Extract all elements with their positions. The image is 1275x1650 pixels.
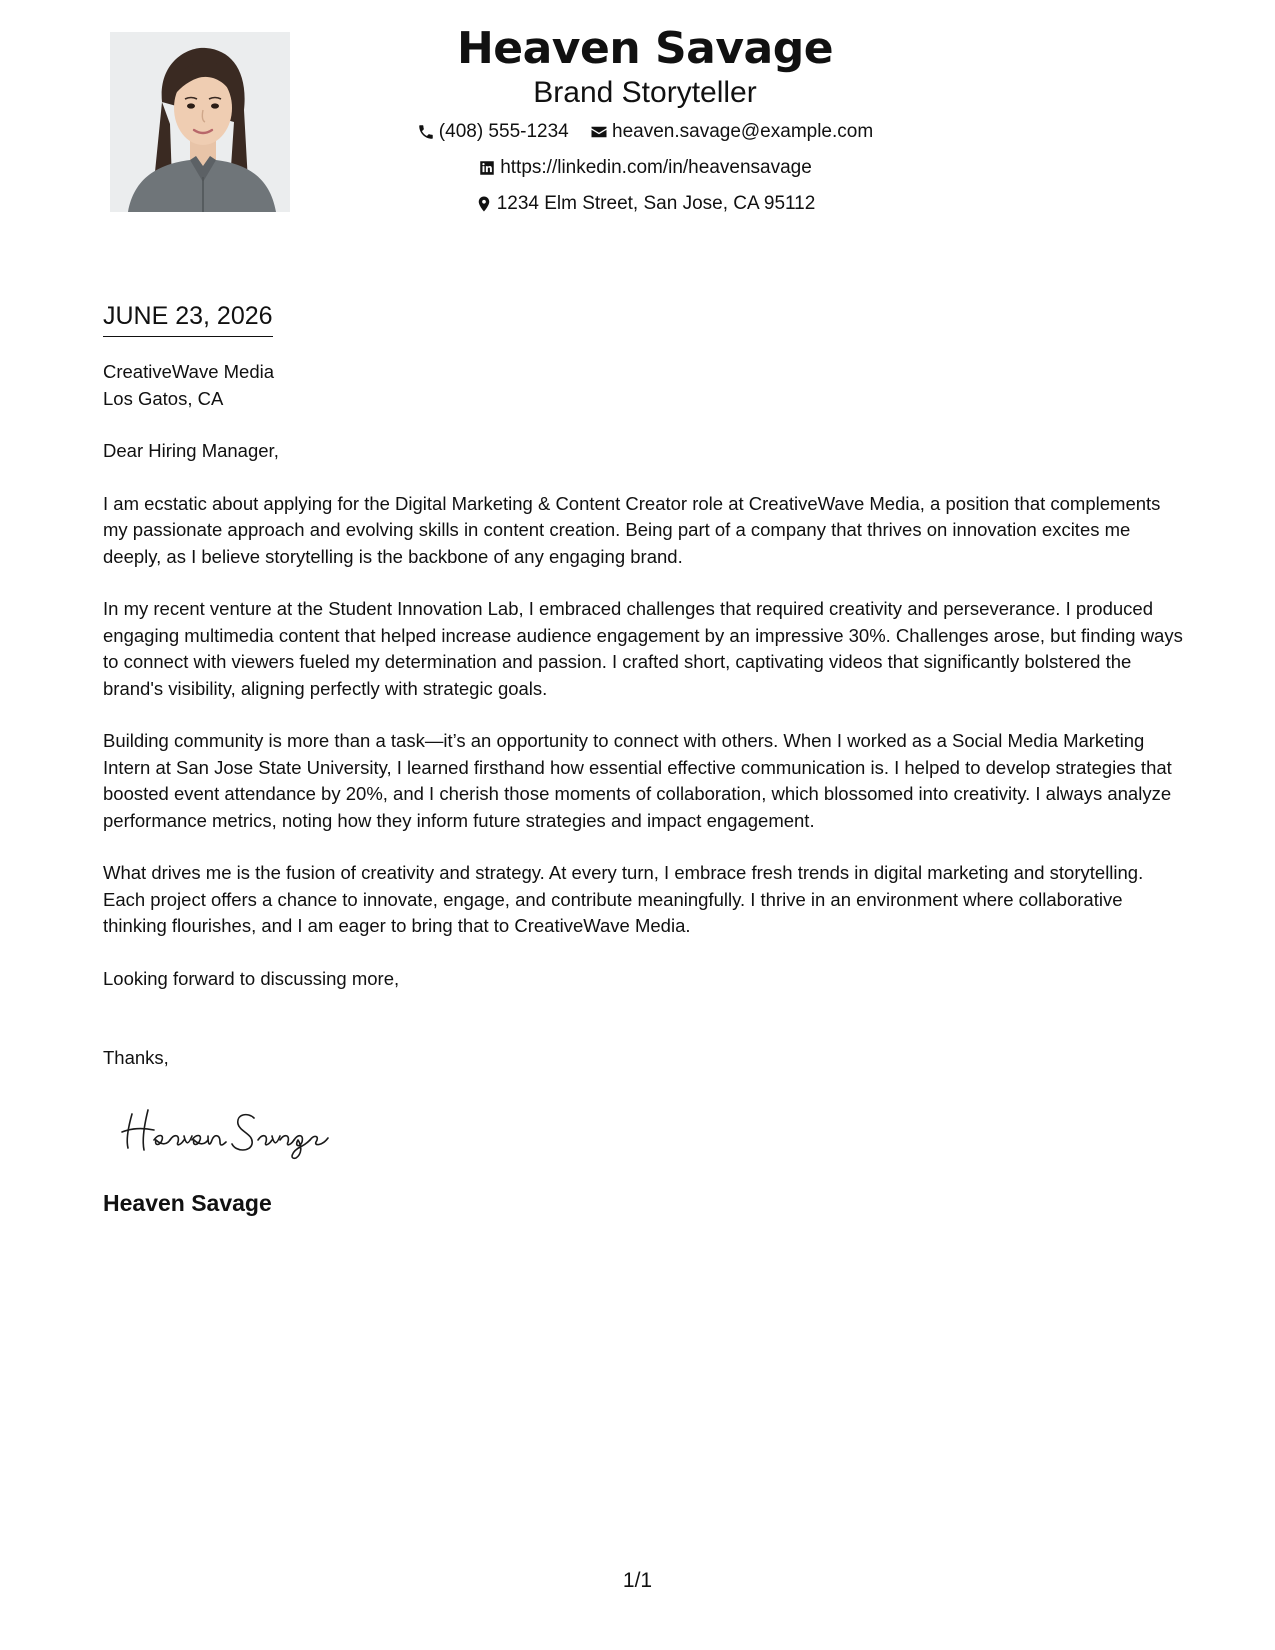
recipient-company: CreativeWave Media bbox=[103, 361, 275, 382]
closing-thanks: Thanks, bbox=[103, 1047, 169, 1068]
letter-header bbox=[0, 22, 1275, 224]
contact-line-linkedin bbox=[0, 152, 1275, 188]
closing-line: Looking forward to discussing more, bbox=[103, 967, 400, 989]
address-text: 1234 Elm Street, San Jose, CA 95112 bbox=[496, 193, 816, 214]
map-pin-icon bbox=[475, 195, 493, 213]
recipient-block bbox=[103, 358, 274, 412]
recipient-location: Los Gatos, CA bbox=[103, 388, 224, 409]
letter-date: JUNE 23, 2026 bbox=[103, 300, 273, 337]
page-number: 1/1 bbox=[622, 1569, 653, 1592]
contact-line-primary bbox=[0, 116, 1275, 152]
envelope-icon bbox=[590, 123, 608, 141]
linkedin-contact[interactable] bbox=[478, 152, 812, 184]
phone-icon bbox=[417, 123, 435, 141]
phone-text: (408) 555-1234 bbox=[438, 121, 569, 142]
linkedin-text[interactable]: https://linkedin.com/in/heavensavage bbox=[500, 157, 812, 178]
body-paragraph-3: Building community is more than a task—it’s an opportunity to connect with others. When I worked as a Social Media Marketing Intern at San Jose State University, I learned firsthand how essential effective communication is. I helped to develop strategies that boosted event attendance by 20%, and I cherish those moments of collaboration, which blossomed into creativity. I always analyze performance metrics, noting how they inform future strategies and impact engagement. bbox=[103, 730, 1172, 831]
phone-contact bbox=[417, 116, 569, 148]
email-contact[interactable] bbox=[590, 116, 873, 148]
linkedin-icon bbox=[478, 159, 496, 177]
applicant-title: Brand Storyteller bbox=[533, 76, 757, 109]
address-contact bbox=[475, 188, 816, 220]
applicant-name: Heaven Savage bbox=[456, 23, 834, 74]
email-text[interactable]: heaven.savage@example.com bbox=[612, 121, 874, 142]
contact-line-address bbox=[0, 188, 1275, 224]
salutation: Dear Hiring Manager, bbox=[103, 440, 279, 461]
body-paragraph-1: I am ecstatic about applying for the Digital Marketing & Content Creator role at CreativeWave Media, a position that complements my passionate approach and evolving skills in content creation. Being part of a company that thrives on innovation excites me deeply, as I believe storytelling is the backbone of any engaging brand. bbox=[103, 492, 1161, 567]
body-paragraph-2: In my recent venture at the Student Innovation Lab, I embraced challenges that required creativity and perseverance. I produced engaging multimedia content that helped increase audience engagement by an impressive 30%. Challenges arose, but finding ways to connect with viewers fueled my determination and passion. I crafted short, captivating videos that significantly bolstered the brand's visibility, aligning perfectly with strategic goals. bbox=[103, 598, 1183, 699]
letter-body bbox=[103, 438, 1183, 1018]
body-paragraph-4: What drives me is the fusion of creativity and strategy. At every turn, I embrace fresh trends in digital marketing and storytelling. Each project offers a chance to innovate, engage, and contribute meaningfully. I thrive in an environment where collaborative thinking flourishes, and I am eager to bring that to CreativeWave Media. bbox=[103, 862, 1144, 936]
handwritten-signature bbox=[118, 1100, 358, 1160]
signoff-name: Heaven Savage bbox=[103, 1190, 272, 1216]
